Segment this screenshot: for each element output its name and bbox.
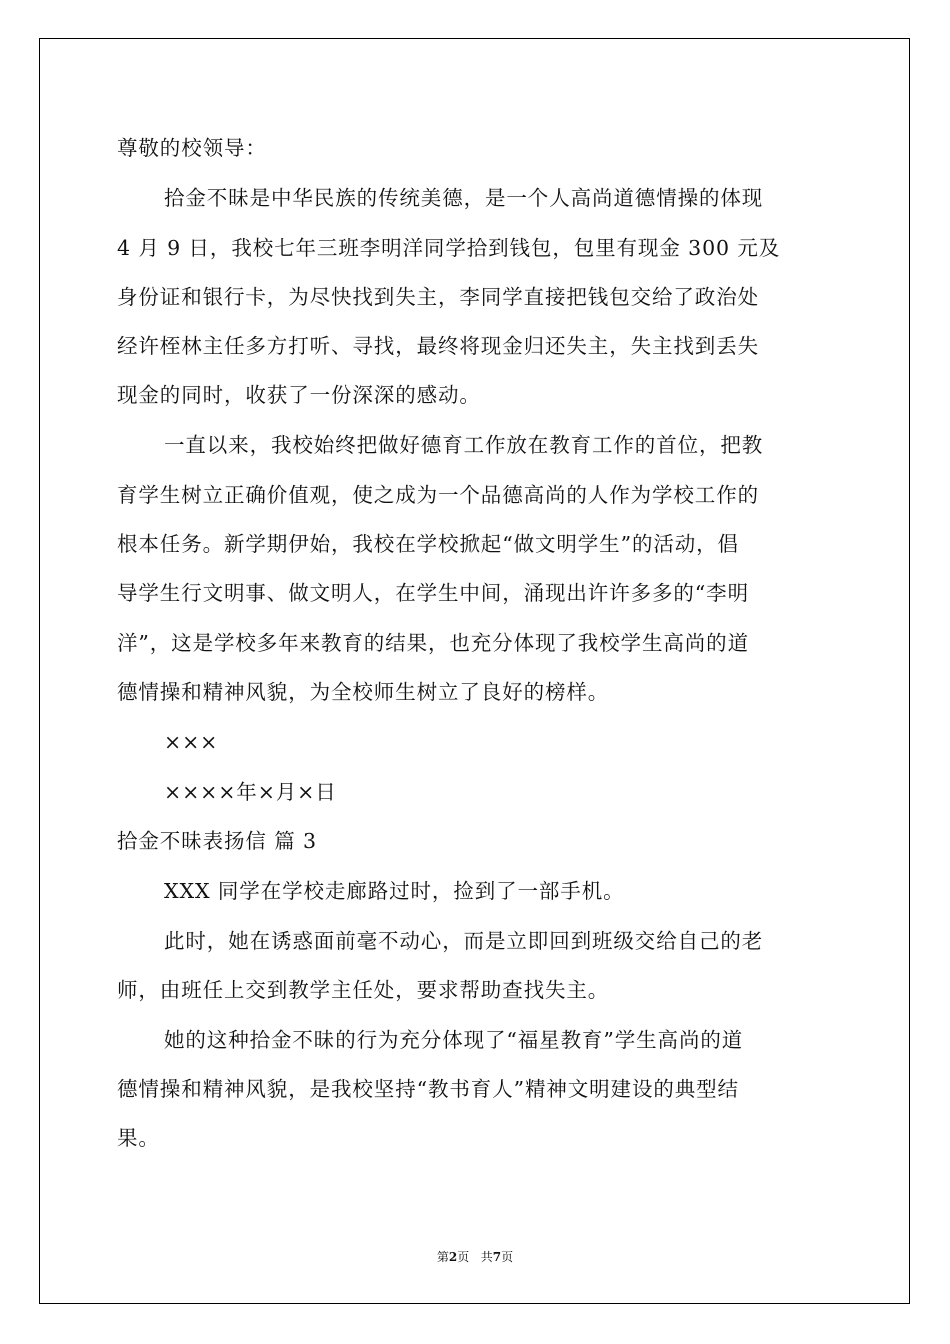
total-pages: 7 bbox=[492, 1250, 502, 1264]
paragraph-2-line: 德情操和精神风貌，为全校师生树立了良好的榜样。 bbox=[117, 680, 610, 704]
paragraph-2-line: 一直以来，我校始终把做好德育工作放在教育工作的首位，把教 bbox=[164, 433, 764, 457]
paragraph-1-line: 经许桎林主任多方打听、寻找，最终将现金归还失主，失主找到丢失 bbox=[117, 334, 759, 358]
paragraph-2-line: 根本任务。新学期伊始，我校在学校掀起“做文明学生”的活动，倡 bbox=[117, 532, 739, 556]
date: ××××年×月×日 bbox=[164, 780, 337, 804]
paragraph-5-line: 德情操和精神风貌，是我校坚持“教书育人”精神文明建设的典型结 bbox=[117, 1077, 739, 1101]
page-border bbox=[39, 38, 910, 1304]
paragraph-1-line: 拾金不昧是中华民族的传统美德，是一个人高尚道德情操的体现 bbox=[164, 186, 764, 210]
footer-total-prefix: 共 bbox=[480, 1250, 493, 1264]
paragraph-4-line: 师，由班任上交到教学主任处，要求帮助查找失主。 bbox=[117, 978, 610, 1002]
greeting: 尊敬的校领导： bbox=[117, 136, 267, 160]
paragraph-1-line: 现金的同时，收获了一份深深的感动。 bbox=[117, 383, 481, 407]
page-number: 2 bbox=[448, 1250, 458, 1264]
footer-prefix: 第 bbox=[436, 1250, 449, 1264]
footer-total-suffix: 页 bbox=[501, 1250, 514, 1264]
signature: ××× bbox=[164, 730, 219, 754]
paragraph-1-line: 4 月 9 日，我校七年三班李明洋同学拾到钱包，包里有现金 300 元及 bbox=[117, 236, 781, 260]
paragraph-4-line: 此时，她在诱惑面前毫不动心，而是立即回到班级交给自己的老 bbox=[164, 929, 764, 953]
paragraph-2-line: 导学生行文明事、做文明人，在学生中间，涌现出许许多多的“李明 bbox=[117, 581, 749, 605]
page-footer bbox=[0, 1248, 950, 1265]
paragraph-5-line: 果。 bbox=[117, 1126, 160, 1150]
paragraph-2-line: 育学生树立正确价值观，使之成为一个品德高尚的人作为学校工作的 bbox=[117, 483, 759, 507]
paragraph-2-line: 洋”，这是学校多年来教育的结果，也充分体现了我校学生高尚的道 bbox=[117, 631, 749, 655]
footer-page-suffix: 页 bbox=[457, 1250, 470, 1264]
paragraph-3-line: XXX 同学在学校走廊路过时，捡到了一部手机。 bbox=[164, 879, 625, 903]
paragraph-1-line: 身份证和银行卡，为尽快找到失主，李同学直接把钱包交给了政治处 bbox=[117, 285, 759, 309]
section-title: 拾金不昧表扬信 篇 3 bbox=[117, 829, 317, 853]
paragraph-5-line: 她的这种拾金不昧的行为充分体现了“福星教育”学生高尚的道 bbox=[164, 1028, 744, 1052]
